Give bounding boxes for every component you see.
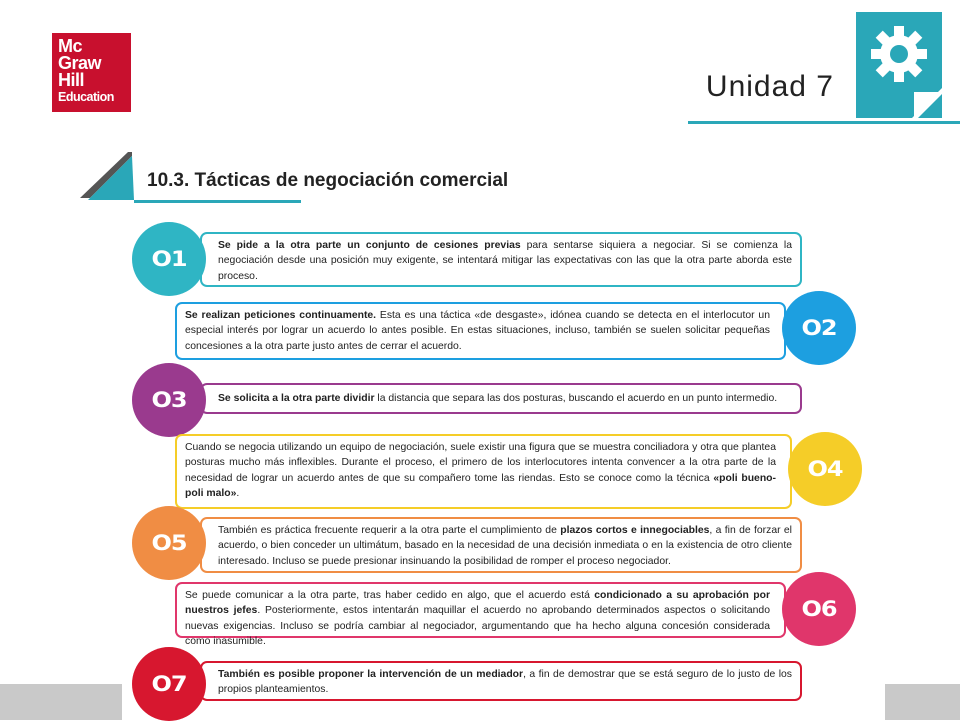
tactic-number-1 bbox=[132, 222, 206, 296]
tactic-box-2 bbox=[175, 302, 786, 360]
tactic-box-5 bbox=[200, 517, 802, 573]
tactic-number-4-label: O4 bbox=[807, 456, 843, 482]
tactic-5-bold: plazos cortos e innegociables bbox=[560, 525, 710, 536]
section-title: 10.3. Tácticas de negociación comercial bbox=[147, 170, 509, 191]
tactic-number-5-label: O5 bbox=[151, 530, 187, 556]
tactic-box-3 bbox=[200, 383, 802, 414]
tactic-2-text: Esta es una táctica «de desgaste», idónea cuando se detecta en el interlocutor un especial interés por lograr un acuerdo lo antes posible. En estas situaciones, incluso, también se suelen solicitar pequeñas concesiones a la otra parte justo antes de cerrar el acuerdo. bbox=[185, 310, 770, 352]
section-underline bbox=[134, 200, 301, 203]
tactics-infographic bbox=[122, 215, 885, 720]
tactic-number-7 bbox=[132, 647, 206, 721]
tactic-1-text: para sentarse siquiera a negociar. Si se comienza la negociación desde una posición muy exigente, se intentará mitigar las expectativas con las que la otra parte aborda este proceso. bbox=[218, 240, 793, 282]
tactic-box-1 bbox=[200, 232, 802, 287]
tactic-number-6 bbox=[782, 572, 856, 646]
tactic-number-4 bbox=[788, 432, 862, 506]
tactic-number-3-label: O3 bbox=[151, 387, 187, 413]
footer-bar-right bbox=[885, 684, 960, 720]
tactic-number-1-label: O1 bbox=[151, 246, 187, 272]
tactic-number-5 bbox=[132, 506, 206, 580]
logo-line-3: Hill bbox=[58, 70, 85, 90]
tactic-6-bold: condicionado a su aprobación por nuestros jefes bbox=[185, 590, 771, 617]
tactic-3-bold: Se solicita a la otra parte dividir bbox=[218, 393, 375, 404]
logo-line-2: Graw bbox=[58, 53, 102, 73]
gear-document-icon bbox=[856, 12, 942, 118]
tactic-box-7 bbox=[200, 661, 802, 701]
section-decoration bbox=[80, 150, 140, 202]
logo-line-1: Mc bbox=[58, 36, 83, 56]
tactic-number-6-label: O6 bbox=[801, 596, 837, 622]
tactic-number-3 bbox=[132, 363, 206, 437]
tactic-box-6 bbox=[175, 582, 786, 647]
logo-line-4: Education bbox=[58, 90, 114, 104]
unit-title: Unidad 7 bbox=[705, 70, 834, 103]
header-divider bbox=[688, 121, 960, 124]
tactic-6-text-after: . Posteriormente, estos intentarán maquillar el acuerdo no aprobando determinados aspectos o solicitando nuevas exigencias. Incluso se podría cambiar al negociador, argumentando que ha hecho alguna concesión considerada como inasumible. bbox=[185, 605, 770, 647]
tactic-number-7-label: O7 bbox=[151, 671, 187, 697]
tactic-number-2-label: O2 bbox=[801, 315, 837, 341]
tactic-4-bold: «poli bueno-poli malo» bbox=[185, 472, 776, 499]
tactic-6-text: Se puede comunicar a la otra parte, tras haber cedido en algo, que el acuerdo está bbox=[185, 590, 595, 601]
footer-bar-left bbox=[0, 684, 122, 720]
tactic-5-text: También es práctica frecuente requerir a la otra parte el cumplimiento de bbox=[218, 525, 561, 536]
tactic-box-4 bbox=[175, 434, 792, 509]
tactic-2-bold: Se realizan peticiones continuamente. bbox=[185, 310, 377, 321]
tactic-3-text: la distancia que separa las dos posturas, buscando el acuerdo en un punto intermedio. bbox=[374, 393, 778, 404]
tactic-7-bold: También es posible proponer la intervención de un mediador bbox=[218, 669, 524, 680]
tactic-5-text-after: , a fin de forzar el acuerdo, o bien conceder un ultimátum, basado en la necesidad de una decisión inmediata o en la existencia de otro cliente interesado. Incluso se puede presionar insinuando la posibilidad de romper el proceso negociador. bbox=[218, 525, 792, 567]
tactic-4-text: Cuando se negocia utilizando un equipo de negociación, suele existir una figura que se muestra conciliadora y otra que plantea posturas mucho más inflexibles. Durante el proceso, el primero de los interlocutores intenta convencer a la otra parte de la necesidad de lograr un acuerdo antes de que su compañero tome las riendas. Esto se conoce como la técnica bbox=[185, 442, 776, 484]
tactic-number-2 bbox=[782, 291, 856, 365]
tactic-4-text-after: . bbox=[236, 487, 240, 499]
tactic-1-bold: Se pide a la otra parte un conjunto de cesiones previas bbox=[218, 240, 521, 251]
tactic-7-text: , a fin de demostrar que se está seguro de lo justo de los propios planteamientos. bbox=[218, 669, 792, 696]
mcgraw-hill-logo bbox=[52, 33, 131, 112]
